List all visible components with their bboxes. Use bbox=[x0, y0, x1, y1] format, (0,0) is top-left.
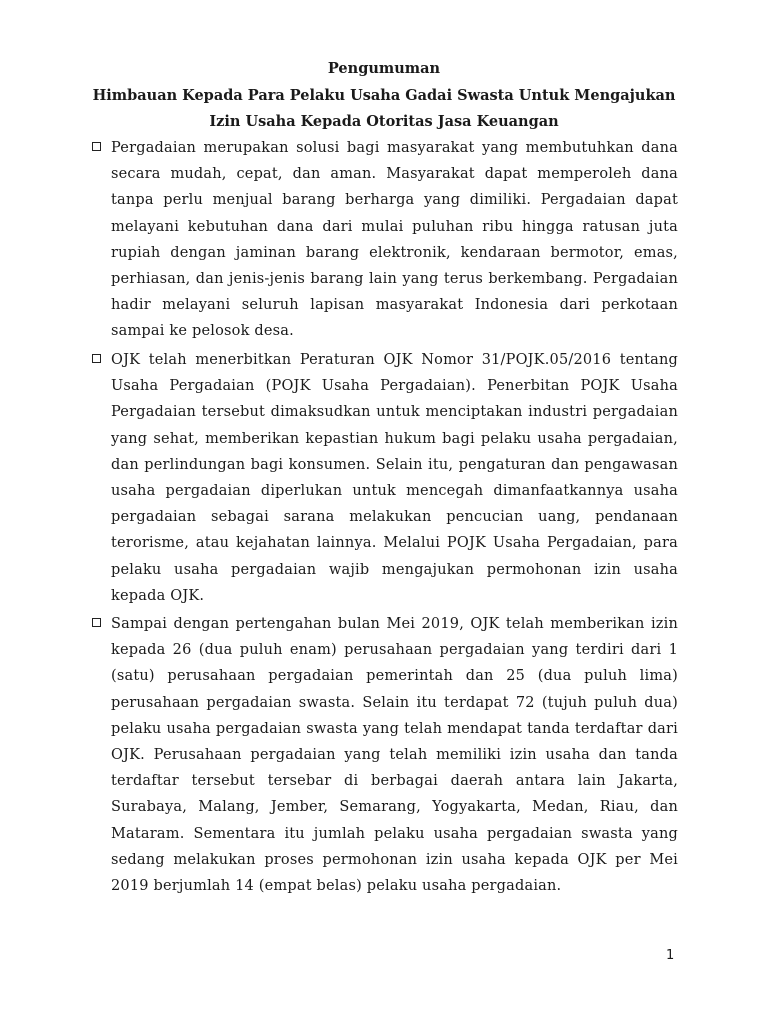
paragraph-3: Sampai dengan pertengahan bulan Mei 2019, OJK telah memberikan izin kepada 26 (dua puluh enam) perusahaan pergadaian yang terdiri dari 1 (satu) perusahaan pergadaian pemerintah dan 25 (dua puluh lima) perusahaan pergadaian swasta. Selain itu terdapat 72 (tujuh puluh dua) pelaku usaha pergadaian swasta yang telah mendapat tanda terdaftar dari OJK. Perusahaan pergadaian yang telah memiliki izin usaha dan tanda terdaftar tersebut tersebar di berbagai daerah antara lain Jakarta, Surabaya, Malang, Jember, Semarang, Yogyakarta, Medan, Riau, dan Mataram. Sementara itu jumlah pelaku usaha pergadaian swasta yang sedang melakukan proses permohonan izin usaha kepada OJK per Mei 2019 berjumlah 14 (empat belas) pelaku usaha pergadaian. bbox=[111, 616, 678, 895]
paragraph-2: OJK telah menerbitkan Peraturan OJK Nomor 31/POJK.05/2016 tentang Usaha Pergadaian (POJK Usaha Pergadaian). Penerbitan POJK Usaha Pergadaian tersebut dimaksudkan untuk menciptakan industri pergadaian yang sehat, memberikan kepastian hukum bagi pelaku usaha pergadaian, dan perlindungan bagi konsumen. Selain itu, pengaturan dan pengawasan usaha pergadaian diperlukan untuk mencegah dimanfaatkannya usaha pergadaian sebagai sarana melakukan pencucian uang, pendanaan terorisme, atau kejahatan lainnya. Melalui POJK Usaha Pergadaian, para pelaku usaha pergadaian wajib mengajukan permohonan izin usaha kepada OJK. bbox=[111, 352, 678, 604]
announcement-label: Pengumuman bbox=[327, 60, 441, 77]
paragraph-1: Pergadaian merupakan solusi bagi masyarakat yang membutuhkan dana secara mudah, cepat, dan aman. Masyarakat dapat memperoleh dana tanpa perlu menjual barang berharga yang dimiliki. Pergadaian dapat melayani kebutuhan dana dari mulai puluhan ribu hingga ratusan juta rupiah dengan jaminan barang elektronik, kendaraan bermotor, emas, perhiasan, dan jenis-jenis barang lain yang terus berkembang. Pergadaian hadir melayani seluruh lapisan masyarakat Indonesia dari perkotaan sampai ke pelosok desa. bbox=[111, 140, 678, 340]
bullet-item-izin bbox=[92, 611, 678, 899]
square-bullet-icon bbox=[92, 142, 101, 151]
bullet-item-pojk bbox=[92, 347, 678, 609]
document-title-line-1: Himbauan Kepada Para Pelaku Usaha Gadai Swasta Untuk Mengajukan bbox=[92, 87, 676, 104]
document-title-line-2: Izin Usaha Kepada Otoritas Jasa Keuangan bbox=[209, 113, 559, 130]
square-bullet-icon bbox=[92, 354, 101, 363]
bullet-item-pergadaian bbox=[92, 135, 678, 345]
square-bullet-icon bbox=[92, 618, 101, 627]
page-number: 1 bbox=[666, 948, 675, 963]
